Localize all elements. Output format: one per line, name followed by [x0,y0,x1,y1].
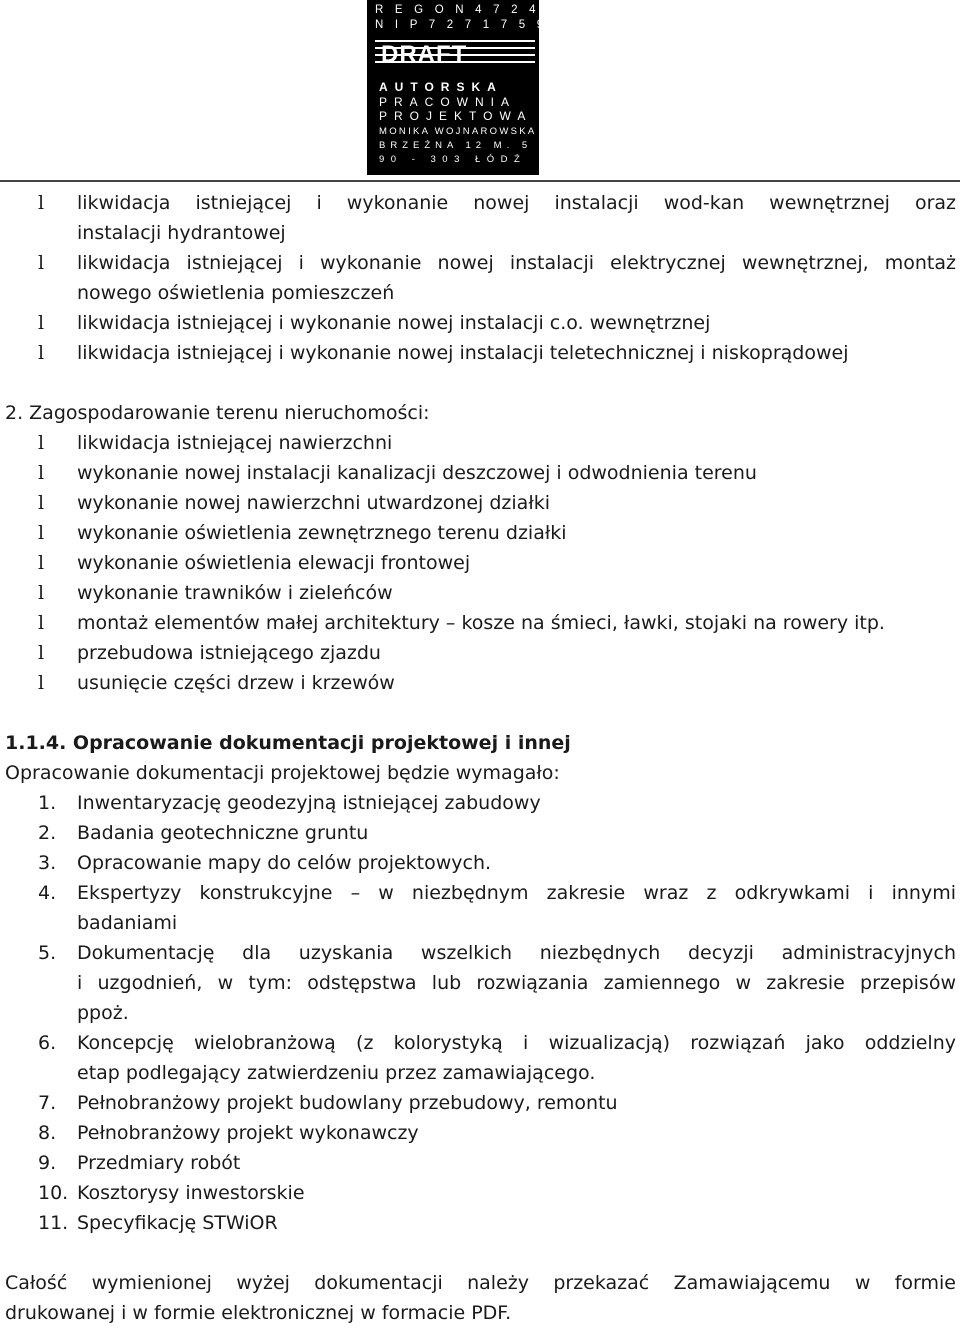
section-heading: 1.1.4. Opracowanie dokumentacji projektowej i innej [5,732,571,754]
list-item-text: likwidacja istniejącej i wykonanie nowej instalacji wod-kan wewnętrznej oraz [77,192,956,214]
list-item [0,788,960,818]
bullet-icon: l [38,492,45,514]
list-number: 4. [38,882,57,904]
section-heading-row [0,728,960,758]
list-item [0,1118,960,1148]
list-item [0,1088,960,1118]
list-item-text: ppoż. [77,1002,129,1024]
list-item [0,338,960,368]
list-number: 5. [38,942,57,964]
list-item-text: Przedmiary robót [77,1152,241,1174]
letterhead [0,0,960,181]
list-item [0,518,960,548]
list-item-text: likwidacja istniejącej i wykonanie nowej instalacji teletechnicznej i niskoprądowej [77,342,849,364]
closing-paragraph-line [0,1268,960,1298]
intro-row [0,758,960,788]
list-item [0,488,960,518]
bullet-icon: l [38,672,45,694]
list-item-text: Badania geotechniczne gruntu [77,822,369,844]
list-number: 8. [38,1122,57,1144]
list-item-text: Opracowanie mapy do celów projektowych. [77,852,492,874]
bullet-icon: l [38,642,45,664]
list-item [0,428,960,458]
list-item-text: likwidacja istniejącej i wykonanie nowej instalacji elektrycznej wewnętrznej, montaż [77,252,956,274]
document-body [0,188,960,1328]
bullet-icon: l [38,462,45,484]
list-item-text: badaniami [77,912,178,934]
list-item [0,188,960,218]
list-item-text: etap podlegający zatwierdzeniu przez zamawiającego. [77,1062,596,1084]
owner-name: MONIKA WOJNAROWSKA [379,126,537,137]
section-heading-row [0,398,960,428]
bullet-icon: l [38,582,45,604]
list-item-text: Ekspertyzy konstrukcyjne – w niezbędnym zakresie wraz z odkrywkami i innymi [77,882,956,904]
list-number: 11. [38,1212,69,1234]
list-item-text: wykonanie oświetlenia elewacji frontowej [77,552,471,574]
list-item-text: wykonanie nowej nawierzchni utwardzonej działki [77,492,551,514]
list-item-text: wykonanie oświetlenia zewnętrznego terenu działki [77,522,567,544]
list-item-text: Pełnobranżowy projekt wykonawczy [77,1122,419,1144]
list-item-continuation [0,968,960,998]
list-item-text: przebudowa istniejącego zjazdu [77,642,381,664]
list-item [0,308,960,338]
closing-paragraph-line [0,1298,960,1328]
list-item-text: Inwentaryzację geodezyjną istniejącej zabudowy [77,792,541,814]
bullet-icon: l [38,522,45,544]
list-item-text: montaż elementów małej architektury – kosze na śmieci, ławki, stojaki na rowery itp. [77,612,885,634]
list-item-continuation [0,998,960,1028]
list-item [0,578,960,608]
bullet-icon: l [38,192,45,214]
bullet-icon: l [38,312,45,334]
bullet-icon: l [38,342,45,364]
list-item [0,818,960,848]
city-address: 90 - 303 ŁÓDŹ [379,154,527,165]
list-number: 3. [38,852,57,874]
header-rule [0,180,960,182]
list-item [0,878,960,908]
list-item [0,1028,960,1058]
list-number: 2. [38,822,57,844]
list-item-text: wykonanie nowej instalacji kanalizacji deszczowej i odwodnienia terenu [77,462,757,484]
bullet-icon: l [38,612,45,634]
list-number: 7. [38,1092,57,1114]
bullet-icon: l [38,252,45,274]
regon-number: R E G O N 4 7 2 4 0 2 5 3 7 [375,4,630,16]
company-stamp [367,0,630,175]
list-number: 1. [38,792,57,814]
list-item [0,938,960,968]
list-number: 9. [38,1152,57,1174]
logo-text: DRAFT [381,41,468,68]
section-heading: 2. Zagospodarowanie terenu nieruchomości: [5,402,430,424]
list-item [0,668,960,698]
list-item [0,1178,960,1208]
draft-logo [375,40,535,68]
list-item-continuation [0,218,960,248]
list-item-text: usunięcie części drzew i krzewów [77,672,395,694]
list-item-continuation [0,1058,960,1088]
list-item [0,248,960,278]
list-number: 6. [38,1032,57,1054]
paragraph-text: drukowanej i w formie elektronicznej w formacie PDF. [5,1302,512,1324]
street-address: BRZEŹNA 12 M. 5 [379,140,533,151]
list-item [0,848,960,878]
list-item [0,1148,960,1178]
list-item-text: Pełnobranżowy projekt budowlany przebudowy, remontu [77,1092,618,1114]
list-item [0,548,960,578]
list-number: 10. [38,1182,69,1204]
bullet-icon: l [38,552,45,574]
list-item-text: instalacji hydrantowej [77,222,286,244]
company-line-3: PROJEKTOWA [379,109,533,123]
company-line-1: AUTORSKA [379,80,503,94]
list-item-text: likwidacja istniejącej nawierzchni [77,432,393,454]
list-item [0,608,960,638]
company-line-2: PRACOWNIA [379,95,517,109]
section-intro: Opracowanie dokumentacji projektowej będzie wymagało: [5,762,560,784]
list-item-text: Koncepcję wielobranżową (z kolorystyką i wizualizacją) rozwiązań jako oddzielny [77,1032,956,1054]
list-item-text: i uzgodnień, w tym: odstępstwa lub rozwiązania zamiennego w zakresie przepisów [77,972,956,994]
paragraph-text: Całość wymienionej wyżej dokumentacji należy przekazać Zamawiającemu w formie [5,1272,956,1294]
list-item-text: Specyfikację STWiOR [77,1212,278,1234]
nip-number: N I P 7 2 7 1 7 5 9 6 1 1 [375,19,602,31]
list-item-continuation [0,908,960,938]
list-item [0,638,960,668]
list-item-continuation [0,278,960,308]
list-item [0,458,960,488]
list-item-text: wykonanie trawników i zieleńców [77,582,393,604]
list-item-text: Dokumentację dla uzyskania wszelkich niezbędnych decyzji administracyjnych [77,942,956,964]
list-item [0,1208,960,1238]
list-item-text: nowego oświetlenia pomieszczeń [77,282,395,304]
bullet-icon: l [38,432,45,454]
list-item-text: likwidacja istniejącej i wykonanie nowej instalacji c.o. wewnętrznej [77,312,711,334]
list-item-text: Kosztorysy inwestorskie [77,1182,305,1204]
